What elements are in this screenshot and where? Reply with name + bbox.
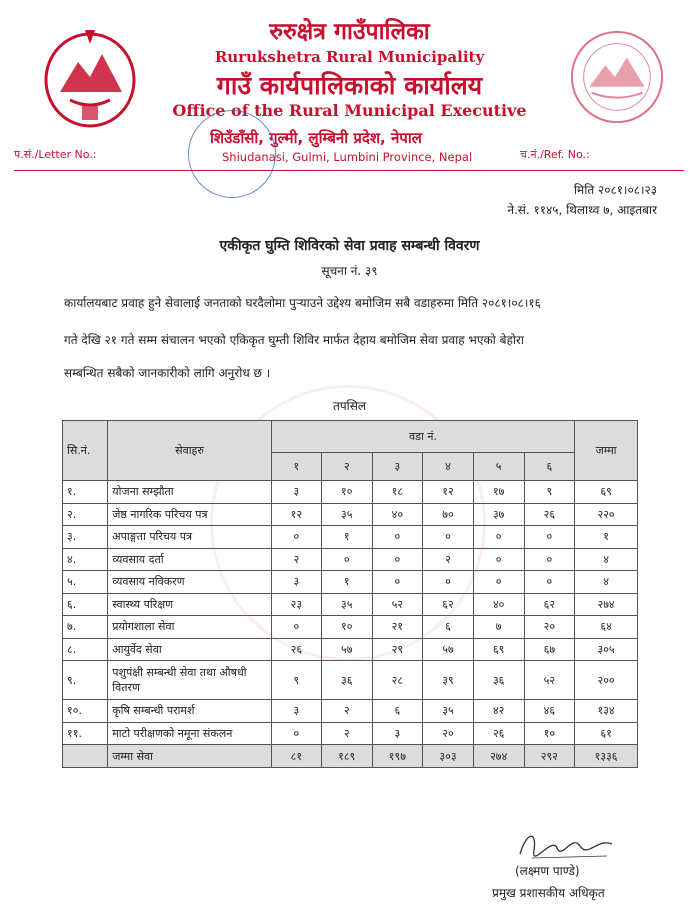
row-service-cell: स्वास्थ्य परिक्षण	[108, 593, 272, 616]
row-ward-cell: ०	[473, 571, 524, 594]
header-ward: १	[271, 453, 321, 481]
table-row	[63, 593, 638, 616]
address-en: Shiudanasi, Gulmi, Lumbini Province, Nepal	[222, 150, 473, 164]
grand-total-cell: १३३६	[575, 745, 638, 768]
row-sn-cell: ३.	[63, 526, 108, 549]
row-ward-cell: २६	[473, 722, 524, 745]
row-sn-cell: १०.	[63, 700, 108, 723]
row-sn-cell: ७.	[63, 616, 108, 639]
row-ward-cell: ६	[372, 700, 423, 723]
total-ward-cell: ८१	[271, 745, 321, 768]
row-ward-cell: ०	[271, 616, 321, 639]
row-ward-cell: ०	[271, 526, 321, 549]
table-row	[63, 722, 638, 745]
annex-title: तपसिल	[332, 399, 366, 413]
date-bs: मिति २०८१।०८।२३	[573, 183, 657, 197]
row-ward-cell: ०	[321, 548, 372, 571]
header-total: जम्मा	[575, 421, 638, 481]
row-ward-cell: ३९	[423, 661, 474, 700]
row-ward-cell: ३	[271, 700, 321, 723]
row-total-cell: २७४	[575, 593, 638, 616]
signer-name: (लक्ष्मण पाण्डे)	[515, 864, 580, 878]
table-row	[63, 481, 638, 504]
table-total-row	[63, 745, 638, 768]
header-ward: ३	[372, 453, 423, 481]
row-ward-cell: ६	[423, 616, 474, 639]
row-ward-cell: ३६	[321, 661, 372, 700]
row-ward-cell: १२	[271, 503, 321, 526]
row-ward-cell: १०	[321, 481, 372, 504]
row-ward-cell: ४६	[524, 700, 575, 723]
office-stamp-icon	[188, 110, 276, 198]
row-ward-cell: ९	[524, 481, 575, 504]
signer-title: प्रमुख प्रशासकीय अधिकृत	[492, 886, 605, 900]
signature-icon	[512, 826, 622, 866]
row-ward-cell: १	[321, 571, 372, 594]
row-service-cell: पशुपंक्षी सम्बन्धी सेवा तथा औषधी वितरण	[108, 661, 272, 700]
table-row	[63, 661, 638, 700]
row-ward-cell: २१	[372, 616, 423, 639]
row-ward-cell: ३५	[423, 700, 474, 723]
row-ward-cell: २३	[271, 593, 321, 616]
total-ward-cell: २९२	[524, 745, 575, 768]
table-row	[63, 526, 638, 549]
table-row	[63, 503, 638, 526]
row-ward-cell: १	[321, 526, 372, 549]
row-service-cell: कृषि सम्बन्धी परामर्श	[108, 700, 272, 723]
header-ward: २	[321, 453, 372, 481]
row-sn-cell: १.	[63, 481, 108, 504]
table-row	[63, 638, 638, 661]
row-sn-cell: ४.	[63, 548, 108, 571]
paragraph-line: सम्बन्धित सबैको जानकारीको लागि अनुरोध छ ।	[64, 366, 271, 380]
paragraph-line: गते देखि २१ गते सम्म संचालन भएको एकिकृत घुम्ती शिविर मार्फत देहाय बमोजिम सेवा प्रवाह भएको बेहोरा	[64, 333, 524, 347]
letter-no-label: प.सं./Letter No.:	[14, 148, 97, 161]
address-np: शिउँडाँसी, गुल्मी, लुम्बिनी प्रदेश, नेपाल	[210, 129, 422, 147]
row-ward-cell: ६७	[524, 638, 575, 661]
table-row	[63, 548, 638, 571]
row-ward-cell: २	[321, 722, 372, 745]
row-ward-cell: ९	[271, 661, 321, 700]
row-sn-cell: २.	[63, 503, 108, 526]
notice-number: सूचना नं. ३९	[321, 264, 378, 278]
header-ward: ६	[524, 453, 575, 481]
row-total-cell: २००	[575, 661, 638, 700]
office-name-en: Office of the Rural Municipal Executive	[172, 101, 527, 120]
row-ward-cell: ०	[271, 722, 321, 745]
municipality-name-np: रुरुक्षेत्र गाउँपालिका	[269, 19, 430, 45]
row-ward-cell: ०	[473, 526, 524, 549]
row-total-cell: २२०	[575, 503, 638, 526]
row-total-cell: ६४	[575, 616, 638, 639]
row-ward-cell: २०	[423, 722, 474, 745]
row-ward-cell: ७	[473, 616, 524, 639]
row-ward-cell: ०	[423, 571, 474, 594]
row-ward-cell: ०	[524, 548, 575, 571]
row-ward-cell: ०	[524, 571, 575, 594]
row-ward-cell: ६९	[473, 638, 524, 661]
row-sn-cell: ११.	[63, 722, 108, 745]
office-name-np: गाउँ कार्यपालिकाको कार्यालय	[216, 71, 483, 100]
total-ward-cell: २७४	[473, 745, 524, 768]
total-sn-cell	[63, 745, 108, 768]
row-service-cell: व्यवसाय दर्ता	[108, 548, 272, 571]
row-total-cell: १	[575, 526, 638, 549]
date-nepal-sambat: ने.सं. ११४५, थिलाथ्व ७, आइतबार	[507, 203, 657, 217]
table-row	[63, 616, 638, 639]
row-ward-cell: ३५	[321, 503, 372, 526]
row-ward-cell: ५२	[524, 661, 575, 700]
row-ward-cell: ७०	[423, 503, 474, 526]
paragraph-line: कार्यालयबाट प्रवाह हुने सेवालाई जनताको घरदैलोमा पुऱ्याउने उद्देश्य बमोजिम सबै वडाहरुमा मिति २०८१।०८।१६	[64, 296, 541, 310]
row-ward-cell: २०	[524, 616, 575, 639]
municipality-name-en: Rurukshetra Rural Municipality	[214, 48, 485, 66]
header-ward-no: वडा नं.	[271, 421, 574, 453]
row-total-cell: ४	[575, 571, 638, 594]
row-ward-cell: ३	[271, 571, 321, 594]
total-ward-cell: १९७	[372, 745, 423, 768]
row-ward-cell: ०	[423, 526, 474, 549]
row-ward-cell: ०	[372, 526, 423, 549]
row-ward-cell: २	[321, 700, 372, 723]
row-service-cell: आयुर्वेद सेवा	[108, 638, 272, 661]
row-sn-cell: ५.	[63, 571, 108, 594]
row-ward-cell: १७	[473, 481, 524, 504]
row-ward-cell: २६	[524, 503, 575, 526]
row-ward-cell: ४०	[372, 503, 423, 526]
service-table	[62, 420, 638, 768]
header-services: सेवाहरु	[108, 421, 272, 481]
table-row	[63, 571, 638, 594]
header-ward: ५	[473, 453, 524, 481]
total-ward-cell: ३०३	[423, 745, 474, 768]
total-ward-cell: १८९	[321, 745, 372, 768]
row-ward-cell: ०	[372, 548, 423, 571]
document-title: एकीकृत घुम्ति शिविरको सेवा प्रवाह सम्बन्धी विवरण	[219, 238, 480, 254]
row-ward-cell: १०	[524, 722, 575, 745]
row-service-cell: व्यवसाय नविकरण	[108, 571, 272, 594]
row-total-cell: १३४	[575, 700, 638, 723]
row-ward-cell: ४२	[473, 700, 524, 723]
row-ward-cell: २८	[372, 661, 423, 700]
row-ward-cell: ६२	[423, 593, 474, 616]
row-ward-cell: ६२	[524, 593, 575, 616]
row-ward-cell: ०	[473, 548, 524, 571]
table-row	[63, 700, 638, 723]
row-ward-cell: ५२	[372, 593, 423, 616]
row-ward-cell: ४०	[473, 593, 524, 616]
row-ward-cell: २	[271, 548, 321, 571]
row-ward-cell: ५७	[423, 638, 474, 661]
row-total-cell: ४	[575, 548, 638, 571]
row-ward-cell: ३	[271, 481, 321, 504]
row-sn-cell: ८.	[63, 638, 108, 661]
row-ward-cell: ५७	[321, 638, 372, 661]
row-ward-cell: ३६	[473, 661, 524, 700]
total-label: जम्मा सेवा	[108, 745, 272, 768]
header-sn: सि.नं.	[63, 421, 108, 481]
row-ward-cell: १२	[423, 481, 474, 504]
row-ward-cell: ३	[372, 722, 423, 745]
row-ward-cell: ०	[524, 526, 575, 549]
header-divider	[14, 170, 684, 171]
ref-no-label: च.नं./Ref. No.:	[520, 148, 590, 161]
row-ward-cell: ३५	[321, 593, 372, 616]
row-ward-cell: १८	[372, 481, 423, 504]
row-service-cell: योजना सम्झौता	[108, 481, 272, 504]
row-ward-cell: २९	[372, 638, 423, 661]
row-sn-cell: ६.	[63, 593, 108, 616]
row-ward-cell: २६	[271, 638, 321, 661]
row-service-cell: जेष्ठ नागरिक परिचय पत्र	[108, 503, 272, 526]
row-ward-cell: ३७	[473, 503, 524, 526]
row-total-cell: ६९	[575, 481, 638, 504]
header-ward: ४	[423, 453, 474, 481]
row-ward-cell: ०	[372, 571, 423, 594]
row-service-cell: अपाङ्गता परिचय पत्र	[108, 526, 272, 549]
row-service-cell: माटो परीक्षणको नमूना संकलन	[108, 722, 272, 745]
row-sn-cell: ९.	[63, 661, 108, 700]
row-service-cell: प्रयोगशाला सेवा	[108, 616, 272, 639]
row-ward-cell: २	[423, 548, 474, 571]
row-total-cell: ६१	[575, 722, 638, 745]
row-total-cell: ३०५	[575, 638, 638, 661]
row-ward-cell: १०	[321, 616, 372, 639]
